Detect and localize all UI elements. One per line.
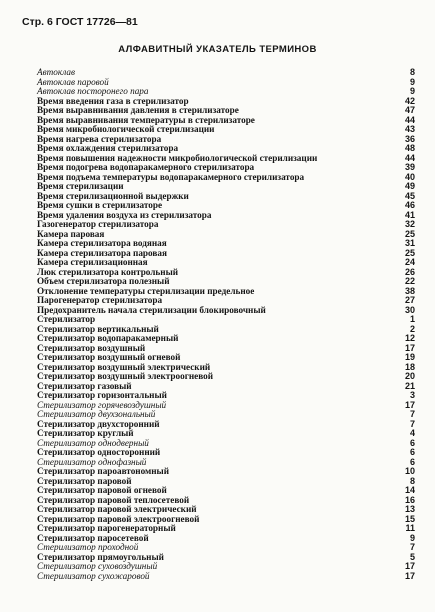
index-term: Стерилизатор паровой теплосетевой <box>37 494 190 505</box>
index-term-number: 31 <box>404 238 415 248</box>
index-term-number: 26 <box>404 266 415 277</box>
index-term-number: 30 <box>404 304 415 315</box>
index-entry <box>37 572 415 582</box>
index-term: Время микробиологической стерилизации <box>37 124 215 134</box>
index-term: Автоклав паровой <box>37 76 109 87</box>
index-term: Камера стерилизационная <box>37 257 148 267</box>
index-term-number: 16 <box>404 494 415 505</box>
index-term-number: 9 <box>409 86 415 96</box>
index-term-number: 44 <box>404 114 415 125</box>
index-term-number: 46 <box>404 200 415 210</box>
index-term: Стерилизатор горизонтальный <box>37 390 167 400</box>
index-term: Автоклав посторонего пара <box>37 86 149 96</box>
index-term-number: 5 <box>409 551 415 562</box>
index-term: Стерилизатор вертикальный <box>37 323 159 334</box>
index-term: Стерилизатор двухзональный <box>37 409 156 419</box>
index-term: Стерилизатор проходной <box>37 542 139 552</box>
index-term: Стерилизатор круглый <box>37 428 134 438</box>
index-term: Время охлаждения стерилизатора <box>37 143 179 153</box>
index-term: Камера стерилизатора водяная <box>37 238 167 248</box>
index-term-number: 17 <box>404 342 415 353</box>
index-term: Время выравнивания давления в стерилизаторе <box>37 105 239 115</box>
index-term: Время удаления воздуха из стерилизатора <box>37 209 212 220</box>
index-term: Автоклав <box>37 67 76 77</box>
index-term-number: 6 <box>409 437 415 448</box>
index-term-number: 36 <box>404 133 415 144</box>
index-term-number: 1 <box>409 314 415 324</box>
index-term-number: 42 <box>404 95 415 106</box>
index-term: Стерилизатор пароавтономный <box>37 466 170 476</box>
index-term-number: 20 <box>404 371 415 381</box>
index-term: Люк стерилизатора контрольный <box>37 266 179 277</box>
index-term: Стерилизатор сухожаровой <box>37 570 150 581</box>
index-term-number: 44 <box>404 152 415 163</box>
index-term: Время введения газа в стерилизатор <box>37 95 189 106</box>
index-term: Время подъема температуры водопаракамерного стерилизатора <box>37 171 305 182</box>
index-term: Стерилизатор двухсторонний <box>37 418 160 429</box>
index-term: Стерилизатор водопаракамерный <box>37 333 179 343</box>
index-term-number: 22 <box>404 276 415 286</box>
index-term-number: 25 <box>404 247 415 258</box>
index-term-number: 6 <box>409 456 415 467</box>
index-term-number: 15 <box>404 513 415 524</box>
index-term-number: 17 <box>404 570 415 581</box>
index-term-number: 21 <box>404 380 415 391</box>
index-term: Стерилизатор воздушный электрический <box>37 361 211 372</box>
index-term: Стерилизатор парогенераторный <box>37 523 176 533</box>
index-term: Камера стерилизатора паровая <box>37 247 167 258</box>
index-term-number: 7 <box>409 542 415 552</box>
index-term: Объем стерилизатора полезный <box>37 276 170 286</box>
index-term: Стерилизатор суховоздушный <box>37 561 158 571</box>
index-term-number: 9 <box>409 532 415 543</box>
index-term-number: 11 <box>405 523 415 533</box>
index-term-number: 38 <box>404 285 415 296</box>
index-term-number: 45 <box>404 190 415 201</box>
index-term-number: 19 <box>404 352 415 362</box>
index-term: Стерилизатор однофазный <box>37 456 147 467</box>
index-term-number: 10 <box>404 466 415 476</box>
page-header: Стр. 6 ГОСТ 17726—81 <box>22 16 138 28</box>
index-term: Время повышения надежности микробиологической стерилизации <box>37 152 318 163</box>
index-term-number: 12 <box>404 333 415 343</box>
index-term: Время стерилизационной выдержки <box>37 190 189 201</box>
index-term: Стерилизатор газовый <box>37 380 132 391</box>
index-term-number: 8 <box>409 67 415 77</box>
index-term-number: 18 <box>404 361 415 372</box>
index-term: Стерилизатор <box>37 314 96 324</box>
index-term-number: 17 <box>404 561 415 571</box>
index-term: Стерилизатор воздушный огневой <box>37 352 181 362</box>
index-term-number: 14 <box>404 485 415 495</box>
index-term: Стерилизатор паровой <box>37 475 132 486</box>
index-term: Время стерилизации <box>37 181 124 191</box>
index-term-number: 32 <box>404 219 415 229</box>
index-term-number: 7 <box>409 409 415 419</box>
index-term-number: 17 <box>404 399 415 410</box>
index-term-number: 6 <box>409 447 415 457</box>
index-term-number: 40 <box>404 171 415 182</box>
index-term: Время подогрева водопаракамерного стерилизатора <box>37 162 255 172</box>
index-term: Отклонение температуры стерилизации предельное <box>37 285 255 296</box>
index-term: Стерилизатор воздушный электроогневой <box>37 371 214 381</box>
index-term: Стерилизатор однодверный <box>37 437 149 448</box>
index-term: Стерилизатор односторонний <box>37 447 161 457</box>
index-term-number: 41 <box>404 209 415 220</box>
index-term: Стерилизатор паросетевой <box>37 532 149 543</box>
index-term-number: 8 <box>409 475 415 486</box>
term-index-list <box>37 68 415 581</box>
index-term: Стерилизатор паровой электрический <box>37 504 197 514</box>
index-term-number: 39 <box>404 162 415 172</box>
index-term-number: 13 <box>404 504 415 514</box>
index-term-number: 49 <box>404 181 415 191</box>
index-term-number: 48 <box>404 143 415 153</box>
index-term-number: 4 <box>409 428 415 438</box>
index-term: Стерилизатор горячевоздушный <box>37 399 167 410</box>
index-term: Время нагрева стерилизатора <box>37 133 162 144</box>
index-term-number: 9 <box>409 76 415 87</box>
index-term: Камера паровая <box>37 228 105 239</box>
index-term-number: 47 <box>404 105 415 115</box>
index-term-number: 24 <box>404 257 415 267</box>
page-title: АЛФАВИТНЫЙ УКАЗАТЕЛЬ ТЕРМИНОВ <box>118 44 317 55</box>
index-term: Стерилизатор паровой электроогневой <box>37 513 200 524</box>
index-term: Стерилизатор паровой огневой <box>37 485 167 495</box>
index-term: Время выравнивания температуры в стерилизаторе <box>37 114 255 125</box>
index-term-number: 3 <box>409 390 415 400</box>
index-term-number: 27 <box>404 295 415 305</box>
index-term: Время сушки в стерилизаторе <box>37 200 163 210</box>
index-term: Стерилизатор воздушный <box>37 342 146 353</box>
index-term: Парогенератор стерилизатора <box>37 295 163 305</box>
index-term-number: 43 <box>404 124 415 134</box>
index-term-number: 25 <box>404 228 415 239</box>
index-term-number: 7 <box>409 418 415 429</box>
index-term: Предохранитель начала стерилизации блокировочный <box>37 304 266 315</box>
index-term: Газогенератор стерилизатора <box>37 219 159 229</box>
index-term: Стерилизатор прямоугольный <box>37 551 164 562</box>
index-term-number: 2 <box>409 323 415 334</box>
